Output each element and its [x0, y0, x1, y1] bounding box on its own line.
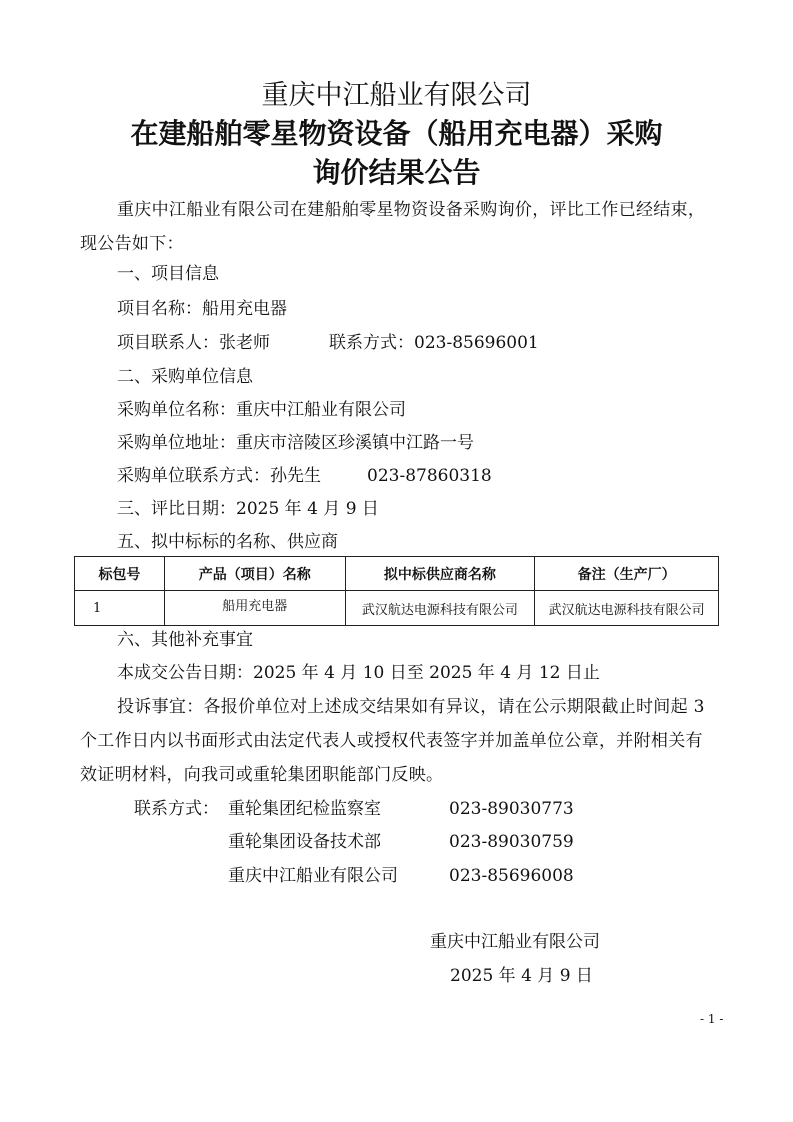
purchaser-phone: 023-87860318: [367, 466, 492, 486]
announcement-period: 本成交公告日期：2025 年 4 月 10 日至 2025 年 4 月 12 日止: [117, 663, 600, 683]
table-header-cell: 拟中标供应商名称: [345, 557, 535, 591]
table-header-cell: 备注（生产厂）: [535, 557, 719, 591]
table-cell-manufacturer: 武汉航达电源科技有限公司: [535, 591, 719, 626]
table-cell-lot-number: 1: [75, 591, 165, 626]
header-company: 重庆中江船业有限公司: [261, 80, 532, 111]
signature-company: 重庆中江船业有限公司: [430, 932, 600, 952]
table-cell-supplier: 武汉航达电源科技有限公司: [345, 591, 535, 626]
complaint-paragraph: 投诉事宜：各报价单位对上述成交结果如有异议，请在公示期限截止时间起 3 个工作日内以书面形式由法定代表人或授权代表签字并加盖单位公章，并附相关有效证明材料，向我司或重轮集团职能部门反映。: [80, 697, 705, 785]
contact-name: 重庆中江船业有限公司: [228, 866, 398, 886]
section6-heading: 六、其他补充事宜: [117, 630, 253, 650]
table-header-cell: 标包号: [75, 557, 165, 591]
section3-heading: 三、评比日期：2025 年 4 月 9 日: [117, 499, 379, 519]
table-header-row: [75, 557, 719, 591]
project-contact-person: 项目联系人：张老师: [117, 333, 270, 353]
contact-name: 重轮集团纪检监察室: [228, 799, 381, 819]
contact-phone: 023-89030759: [449, 832, 574, 852]
signature-date: 2025 年 4 月 9 日: [450, 966, 593, 986]
project-name: 项目名称：船用充电器: [117, 299, 287, 319]
contact-phone: 023-85696008: [449, 866, 574, 886]
contact-phone: 023-89030773: [449, 799, 574, 819]
section2-heading: 二、采购单位信息: [117, 367, 253, 387]
section1-heading: 一、项目信息: [117, 264, 219, 284]
contact-name: 重轮集团设备技术部: [228, 832, 381, 852]
document-title: 在建船舶零星物资设备（船用充电器）采购: [130, 117, 663, 150]
section5-heading: 五、拟中标标的名称、供应商: [117, 532, 338, 552]
purchaser-address: 采购单位地址：重庆市涪陵区珍溪镇中江路一号: [117, 433, 474, 453]
table-row: [75, 591, 719, 626]
bid-result-table: [74, 556, 719, 626]
contacts-label: 联系方式：: [134, 799, 219, 819]
project-contact-phone: 联系方式：023-85696001: [329, 333, 539, 353]
purchaser-name: 采购单位名称：重庆中江船业有限公司: [117, 400, 406, 420]
document-subtitle: 询价结果公告: [312, 156, 481, 189]
table-cell-product: 船用充电器: [164, 591, 345, 626]
table-header-cell: 产品（项目）名称: [164, 557, 345, 591]
purchaser-contact: 采购单位联系方式：孙先生: [117, 466, 321, 486]
intro-paragraph: 重庆中江船业有限公司在建船舶零星物资设备采购询价，评比工作已经结束，现公告如下：: [80, 200, 706, 254]
page-number: - 1 -: [700, 1012, 724, 1026]
